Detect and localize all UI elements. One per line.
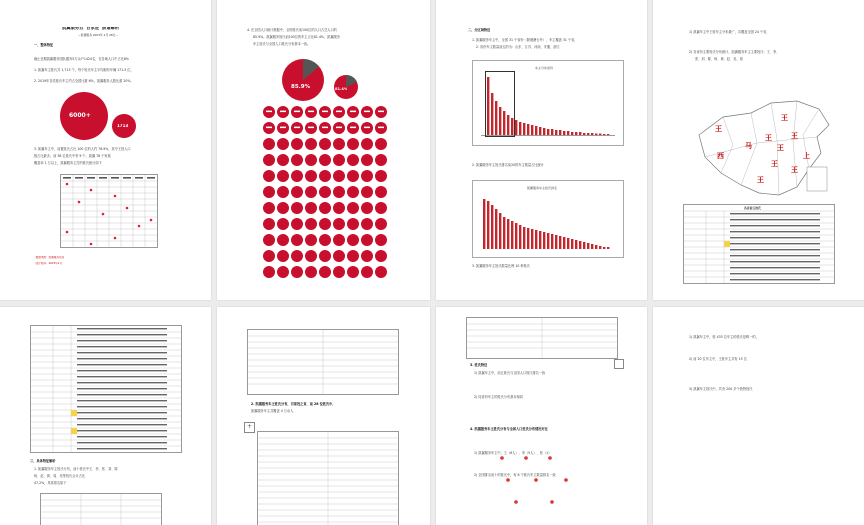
table-title: 各省前五姓氏 bbox=[744, 206, 761, 210]
paragraph-line: 1) 凯翼车主中，前五姓氏与全国人口姓氏排名一致 bbox=[474, 371, 546, 375]
section-heading: 二、分区域特征 bbox=[468, 28, 491, 32]
map-surname-mark: 上 bbox=[803, 152, 810, 160]
pie-chart-national bbox=[281, 58, 325, 102]
paragraph-line: 2) 前 20 位车主中，王姓车主共有 15 位 bbox=[689, 357, 747, 361]
map-surname-mark: 王 bbox=[781, 114, 788, 122]
inline-surname-marks bbox=[496, 447, 616, 507]
table-grid bbox=[467, 318, 617, 358]
map-surname-mark: 王 bbox=[777, 144, 784, 152]
map-surname-mark: 西 bbox=[717, 152, 724, 160]
paragraph-line: 3. 姓氏特征 bbox=[470, 363, 488, 367]
surname-count-table bbox=[247, 329, 399, 395]
bars-svg bbox=[481, 193, 615, 249]
pie-label-kaiyi: 81.4% bbox=[335, 87, 348, 91]
paragraph-line: 车主姓氏与全国人口姓氏分布基本一致。 bbox=[253, 42, 311, 46]
table-grid bbox=[31, 326, 181, 452]
paragraph-line: 4. 在全国人口统计数据中，全国姓氏前100位的人口占总人口的 bbox=[247, 28, 337, 32]
paragraph-line: 覆盖率 1 万以上，凯翼服务主打的姓氏统计如下 bbox=[34, 161, 102, 165]
page-subtitle: —凯翼服务 2023年 2月 28日— bbox=[78, 33, 119, 37]
paragraph-line: 1) 凯翼车主中，姓 433 位车主的姓氏是唯一的， bbox=[689, 335, 759, 339]
paragraph-line: 1. 凯翼服务车主中，全国 31 个省份（除港澳台外），车主覆盖 31 个省， bbox=[472, 38, 578, 42]
table-grid bbox=[248, 330, 398, 394]
map-surname-mark: 王 bbox=[791, 166, 798, 174]
paragraph-line: 2. 2019年各类姓氏车主约占全国比重 6%，凯翼服务人数比重 20%， bbox=[34, 79, 134, 83]
paragraph-line: 2) 全国排名前十的姓氏中，有 6 个姓氏车主数量排名一致 bbox=[474, 473, 556, 477]
surname-dot-grid bbox=[261, 104, 391, 292]
paragraph-line: 1) 凯翼车主中王姓车主分布最广，共覆盖全国 24 个省、 bbox=[689, 30, 770, 34]
document-page-6 bbox=[217, 307, 430, 525]
page-title: 凯翼服务五“百家姓”族谱解析 bbox=[62, 27, 120, 31]
map-surname-mark: 王 bbox=[771, 160, 778, 168]
document-page-4 bbox=[653, 0, 864, 300]
paragraph-line: 3) 凯翼车主姓氏中，共有 200 多个独特姓氏 bbox=[689, 387, 753, 391]
document-page-3 bbox=[436, 0, 647, 300]
footnote: · 数据来源：凯翼服务系统 bbox=[34, 256, 65, 259]
table-move-handle[interactable]: + bbox=[244, 422, 255, 433]
text-box-handle[interactable] bbox=[614, 359, 624, 369]
section-heading: 三、具体特征解析 bbox=[30, 459, 56, 463]
map-surname-mark: 王 bbox=[757, 176, 764, 184]
map-surname-mark: 王 bbox=[791, 132, 798, 140]
chart-title: 车主分布省份 bbox=[535, 66, 554, 70]
document-page-8 bbox=[653, 307, 864, 525]
table-grid bbox=[258, 432, 398, 525]
bubble-large-label: 6000+ bbox=[69, 112, 91, 119]
paragraph-line: 1. 凯翼车主姓氏共 1,713 个，每个姓氏车主平均拥有车辆 171.5 位， bbox=[34, 68, 134, 72]
paragraph-line: 47.2%，具体排名如下 bbox=[34, 481, 67, 485]
province-surname-table-cont bbox=[30, 325, 182, 453]
footnote: · 统计时间：2023年2月 bbox=[34, 262, 63, 265]
surname-detail-table bbox=[257, 431, 399, 525]
map-surname-mark: 马 bbox=[745, 142, 752, 150]
paragraph-line: 1. 凯翼服务车主姓氏分布，前十姓氏中王、李、张、刘、陈 bbox=[34, 467, 118, 471]
paragraph-line: 2) 各省份主要姓氏分布统计，凯翼服务车主主要姓氏：王、李、 bbox=[689, 50, 780, 54]
province-surname-table bbox=[683, 204, 835, 284]
table-grid bbox=[41, 494, 161, 525]
map-surname-mark: 王 bbox=[765, 134, 772, 142]
paragraph-line: 85.9%。凯翼服务姓氏前100位的车主占比81.4%，凯翼服务 bbox=[253, 35, 340, 39]
section-heading: 一、整体特征 bbox=[34, 43, 54, 47]
chart-title: 凯翼服务车主姓氏排名 bbox=[527, 186, 558, 190]
map-surname-mark: 王 bbox=[715, 125, 722, 133]
paragraph-line: 截止近期凯翼服务团队服务5万余户1424名，在各地人口中占比8% bbox=[34, 57, 129, 61]
pie-label-national: 85.9% bbox=[291, 84, 311, 90]
paragraph-line: 2) 同省份车主的姓氏分布基本相同 bbox=[474, 395, 523, 399]
paragraph-line: 凯翼服务车主共覆盖 4 万余人 bbox=[251, 409, 294, 413]
paragraph-line: 3. 凯翼服务车主姓氏数量比例 10 种姓氏 bbox=[472, 264, 530, 268]
bars-svg bbox=[481, 75, 615, 135]
province-bar-chart bbox=[472, 60, 624, 146]
paragraph-line: 张、刘、陈、杨、黄、赵、吴、周 bbox=[695, 57, 743, 61]
document-page-7 bbox=[436, 307, 647, 525]
surname-rank-table bbox=[40, 493, 162, 525]
paragraph-line: 2. 凯翼服务车主姓氏排名前20的车主数量占比统计 bbox=[472, 163, 544, 167]
surname-table-end bbox=[466, 317, 618, 359]
paragraph-line: 3. 凯翼车主中，前置姓氏占比 100 位的人约 76.9%，其中王姓人口 bbox=[34, 147, 131, 151]
table-grid bbox=[684, 205, 834, 283]
table-grid bbox=[61, 175, 157, 247]
document-page-5 bbox=[0, 307, 211, 525]
surname-table bbox=[60, 174, 158, 248]
document-page-2 bbox=[217, 0, 430, 300]
paragraph-line: 2. 凯翼服务车主姓氏分布，百家姓之首，前 28 位姓氏中， bbox=[251, 402, 336, 406]
dot-grid-svg bbox=[261, 104, 391, 292]
paragraph-line: 1) 凯翼服务车主中，王（6人）、李（5人）、张（1） bbox=[474, 451, 552, 455]
bubble-small-label: 1713 bbox=[117, 124, 129, 128]
document-page-1 bbox=[0, 0, 211, 300]
surname-bar-chart bbox=[472, 180, 624, 258]
paragraph-line: 数占比最多。前 38 位姓氏中李 9 个，凯翼 78 个家族 bbox=[34, 154, 111, 158]
paragraph-line: 杨、赵、黄、周、吴等姓氏合计占比 bbox=[34, 474, 85, 478]
paragraph-line: 4. 凯翼服务车主姓氏分布与全国人口姓氏分布情况对比 bbox=[470, 427, 548, 431]
paragraph-line: 2. 省份车主数量前五的为：山东、江苏、河南、安徽、浙江 bbox=[476, 45, 560, 49]
chart-plot-area bbox=[481, 75, 615, 136]
